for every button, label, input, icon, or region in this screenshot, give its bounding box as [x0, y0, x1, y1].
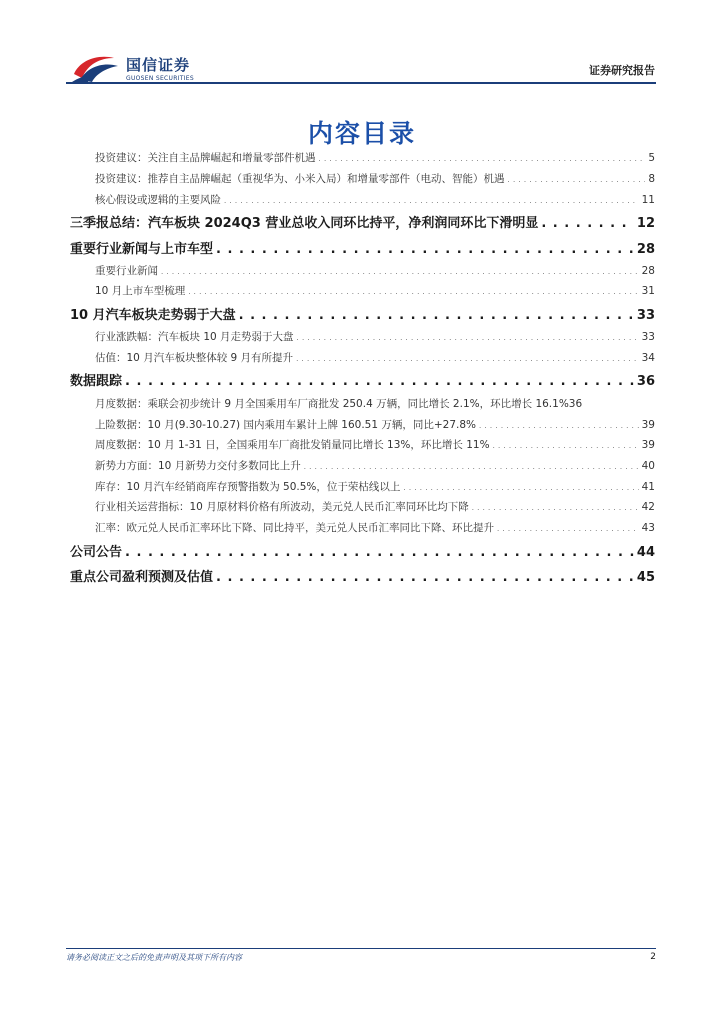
toc-leader-dots — [125, 545, 634, 560]
toc-entry-page: 39 — [641, 439, 655, 451]
toc-entry-page: 45 — [636, 570, 655, 585]
toc-title: 内容目录 — [307, 119, 416, 148]
toc-entry-title: 公司公告 — [70, 545, 123, 560]
toc-entry-title: 10 月上市车型梳理 — [95, 285, 186, 297]
toc-entry[interactable] — [95, 150, 655, 165]
toc-entry[interactable] — [95, 263, 655, 278]
guosen-logo-icon — [70, 52, 120, 84]
toc-entry[interactable] — [95, 520, 655, 535]
toc-leader-dots — [297, 334, 639, 342]
toc-entry-title: 投资建议：关注自主品牌崛起和增量零部件机遇 — [95, 152, 316, 164]
toc-entry-page: 36 — [568, 398, 583, 410]
toc-leader-dots — [161, 268, 639, 276]
toc-entry[interactable] — [95, 479, 655, 494]
toc-leader-dots — [403, 484, 638, 492]
toc-entry-title: 投资建议：推荐自主品牌崛起（重视华为、小米入局）和增量零部件（电动、智能）机遇 — [95, 173, 505, 185]
toc-entry-page: 44 — [636, 545, 655, 560]
toc-entry-title: 三季报总结：汽车板块 2024Q3 营业总收入同环比持平，净利润同环比下滑明显 — [70, 216, 539, 231]
page-header — [70, 50, 655, 86]
toc-leader-dots — [304, 463, 639, 471]
toc-entry-title: 月度数据：乘联会初步统计 9 月全国乘用车厂商批发 250.4 万辆，同比增长 2.1%，环比增长 16.1% — [95, 398, 569, 410]
toc-entry[interactable] — [95, 396, 655, 411]
toc-entry-title: 重要行业新闻与上市车型 — [70, 242, 214, 257]
toc-entry[interactable] — [95, 499, 655, 514]
toc-leader-dots — [541, 216, 634, 231]
toc-entry[interactable] — [70, 370, 655, 389]
toc-entry[interactable] — [70, 566, 655, 585]
page-number: 2 — [650, 952, 656, 962]
toc-leader-dots — [497, 525, 639, 533]
toc-entry-page: 34 — [641, 352, 655, 364]
toc-entry[interactable] — [95, 283, 655, 298]
toc-leader-dots — [479, 422, 639, 430]
toc-entry[interactable] — [95, 329, 655, 344]
toc-leader-dots — [508, 176, 646, 184]
toc-entry-page: 28 — [636, 242, 655, 257]
toc-entry-title: 数据跟踪 — [70, 374, 123, 389]
logo-chinese-name: 国信证券 — [126, 56, 191, 74]
toc-entry-title: 行业涨跌幅：汽车板块 10 月走势弱于大盘 — [95, 331, 294, 343]
toc-leader-dots — [216, 570, 634, 585]
toc-entry[interactable] — [95, 171, 655, 186]
toc-entry-page: 28 — [641, 265, 655, 277]
toc-entry-page: 5 — [648, 152, 655, 164]
toc-entry-title: 重点公司盈利预测及估值 — [70, 570, 214, 585]
toc-leader-dots — [319, 155, 646, 163]
guosen-logo — [70, 50, 270, 86]
toc-entry-page: 33 — [641, 331, 655, 343]
toc-entry[interactable] — [95, 192, 655, 207]
toc-entry-page: 42 — [641, 501, 655, 513]
toc-entry-title: 新势力方面：10 月新势力交付多数同比上升 — [95, 460, 301, 472]
toc-leader-dots — [239, 308, 634, 323]
toc-entry-page: 40 — [641, 460, 655, 472]
logo-english-name: GUOSEN SECURITIES — [126, 75, 195, 82]
toc-leader-dots — [216, 242, 634, 257]
toc-entry[interactable] — [70, 541, 655, 560]
toc-entry-title: 上险数据：10 月(9.30-10.27) 国内乘用车累计上牌 160.51 万辆，同比+27.8% — [95, 419, 477, 431]
disclaimer-note: 请务必阅读正文之后的免责声明及其项下所有内容 — [66, 953, 242, 962]
toc-entry-page: 36 — [636, 374, 655, 389]
toc-entry-title: 周度数据：10 月 1-31 日，全国乘用车厂商批发销量同比增长 13%，环比增长 11% — [95, 439, 490, 451]
toc-entry-title: 行业相关运营指标：10 月原材料价格有所波动，美元兑人民币汇率同环比均下降 — [95, 501, 469, 513]
toc-entry-title: 汇率：欧元兑人民币汇率环比下降、同比持平，美元兑人民币汇率同比下降、环比提升 — [95, 522, 494, 534]
toc-entry[interactable] — [95, 437, 655, 452]
toc-entry-page: 8 — [648, 173, 655, 185]
toc-leader-dots — [125, 374, 634, 389]
toc-leader-dots — [224, 197, 639, 205]
toc-entry-page: 31 — [641, 285, 655, 297]
header-divider — [66, 82, 656, 84]
toc-leader-dots — [472, 504, 639, 512]
toc-entry-page: 33 — [636, 308, 655, 323]
toc-entry[interactable] — [95, 417, 655, 432]
toc-entry-title: 重要行业新闻 — [95, 265, 158, 277]
report-type-label: 证券研究报告 — [589, 64, 655, 77]
toc-entry-page: 43 — [641, 522, 655, 534]
toc-entry[interactable] — [70, 238, 655, 257]
toc-leader-dots — [296, 355, 639, 363]
toc-leader-dots — [188, 288, 638, 296]
toc-entry-page: 41 — [641, 481, 655, 493]
toc-entry[interactable] — [70, 212, 655, 231]
toc-entry-title: 库存：10 月汽车经销商库存预警指数为 50.5%，位于荣枯线以上 — [95, 481, 401, 493]
toc-entry[interactable] — [95, 458, 655, 473]
toc-entry-page: 39 — [641, 419, 655, 431]
toc-leader-dots — [493, 442, 639, 450]
toc-entry[interactable] — [95, 350, 655, 365]
toc-entry-title: 10 月汽车板块走势弱于大盘 — [70, 308, 236, 323]
toc-entry-title: 估值：10 月汽车板块整体较 9 月有所提升 — [95, 352, 294, 364]
toc-entry-title: 核心假设或逻辑的主要风险 — [95, 194, 221, 206]
footer-divider — [66, 948, 656, 949]
toc-entry-page: 11 — [641, 194, 655, 206]
toc-entry-page: 12 — [636, 216, 655, 231]
toc-entry[interactable] — [70, 304, 655, 323]
